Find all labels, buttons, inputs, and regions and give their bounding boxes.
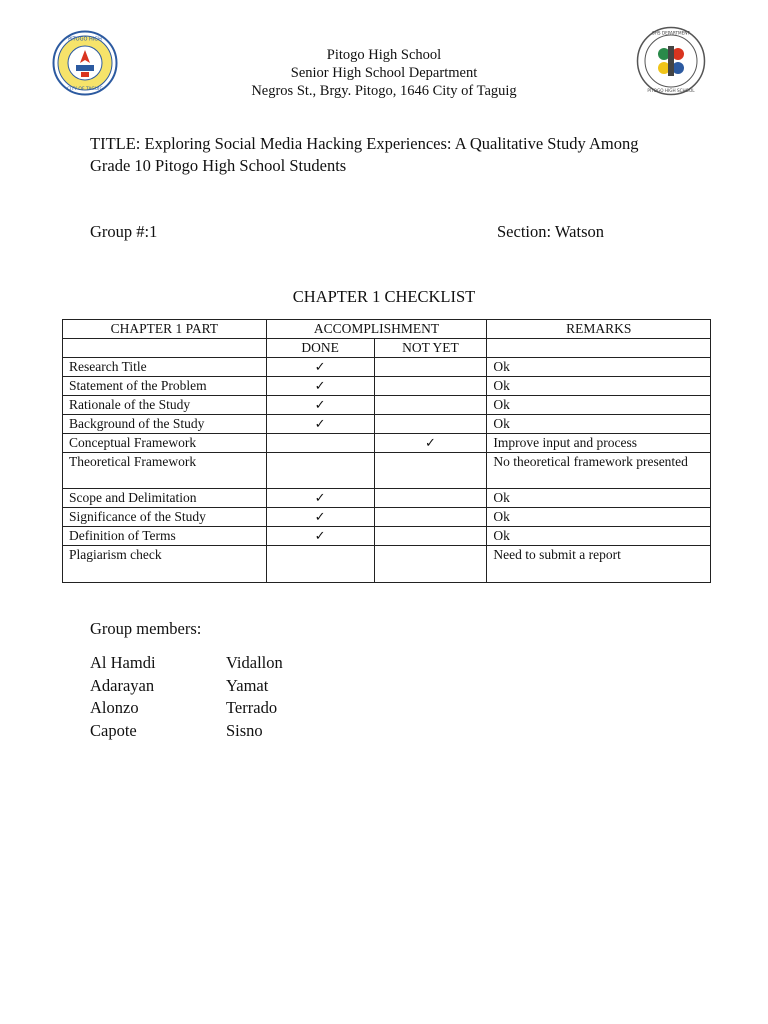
group-members-label: Group members: <box>90 619 202 638</box>
header-chapter-part: CHAPTER 1 PART <box>63 320 267 339</box>
chapter-part: Background of the Study <box>63 415 267 434</box>
remark: Improve input and process <box>487 434 711 453</box>
check-mark-icon: ✓ <box>314 490 326 505</box>
chapter-part: Definition of Terms <box>63 527 267 546</box>
header-remarks: REMARKS <box>487 320 711 339</box>
group-number: Group #:1 <box>90 222 158 241</box>
remark: Ok <box>487 489 711 508</box>
table-subheader-row <box>63 339 711 358</box>
remark: Ok <box>487 527 711 546</box>
remark: Need to submit a report <box>487 546 711 583</box>
remark: Ok <box>487 508 711 527</box>
check-mark-icon: ✓ <box>314 378 326 393</box>
remark: Ok <box>487 415 711 434</box>
chapter-part: Scope and Delimitation <box>63 489 267 508</box>
section-name: Section: Watson <box>497 222 604 241</box>
check-mark-icon: ✓ <box>314 509 326 524</box>
chapter-part: Statement of the Problem <box>63 377 267 396</box>
research-title <box>90 133 710 177</box>
member-name: Adarayan <box>90 675 155 695</box>
table-row <box>63 453 711 489</box>
check-mark-icon: ✓ <box>314 397 326 412</box>
check-mark-icon: ✓ <box>425 435 436 450</box>
svg-text:PITOGO HIGH: PITOGO HIGH <box>68 36 102 43</box>
remark: No theoretical framework presented <box>487 453 711 489</box>
member-name: Sisno <box>226 720 263 740</box>
remark: Ok <box>487 377 711 396</box>
table-row <box>63 396 711 415</box>
checklist-heading: CHAPTER 1 CHECKLIST <box>292 287 476 306</box>
svg-text:SHS DEPARTMENT: SHS DEPARTMENT <box>652 30 690 36</box>
table-row <box>63 527 711 546</box>
member-name: Al Hamdi <box>90 653 156 672</box>
table-row <box>63 377 711 396</box>
check-mark-icon: ✓ <box>314 528 326 543</box>
table-row <box>63 508 711 527</box>
check-mark-icon: ✓ <box>314 359 326 374</box>
table-row <box>63 358 711 377</box>
chapter-part: Rationale of the Study <box>63 396 267 415</box>
chapter-part: Plagiarism check <box>63 546 267 583</box>
table-row <box>63 415 711 434</box>
header-not-yet: NOT YET <box>374 339 487 358</box>
school-name: Pitogo High School <box>326 47 442 63</box>
member-name: Alonzo <box>90 698 139 717</box>
chapter-checklist-table <box>62 319 711 583</box>
remark: Ok <box>487 396 711 415</box>
table-row <box>63 489 711 508</box>
svg-text:CITY OF TAGUIG: CITY OF TAGUIG <box>67 87 103 92</box>
header-done: DONE <box>266 339 374 358</box>
svg-text:PITOGO HIGH SCHOOL: PITOGO HIGH SCHOOL <box>647 88 695 93</box>
members-column-1 <box>90 652 220 742</box>
check-mark-icon: ✓ <box>314 416 326 431</box>
header-accomplishment: ACCOMPLISHMENT <box>266 320 487 339</box>
member-name: Yamat <box>226 675 269 695</box>
research-title-line-2: Grade 10 Pitogo High School Students <box>90 156 347 175</box>
table-header-row <box>63 320 711 339</box>
table-row <box>63 434 711 453</box>
chapter-part: Research Title <box>63 358 267 377</box>
remark: Ok <box>487 358 711 377</box>
table-row <box>63 546 711 583</box>
chapter-part: Theoretical Framework <box>63 453 267 489</box>
member-name: Terrado <box>226 698 278 717</box>
chapter-part: Significance of the Study <box>63 508 267 527</box>
department-name: Senior High School Department <box>290 65 478 81</box>
member-name: Capote <box>90 720 137 740</box>
school-address: Negros St., Brgy. Pitogo, 1646 City of Taguig <box>251 83 517 99</box>
member-name: Vidallon <box>226 653 283 672</box>
members-column-2 <box>226 652 366 742</box>
research-title-line-1: TITLE: Exploring Social Media Hacking Experiences: A Qualitative Study Among <box>90 134 639 153</box>
chapter-part: Conceptual Framework <box>63 434 267 453</box>
